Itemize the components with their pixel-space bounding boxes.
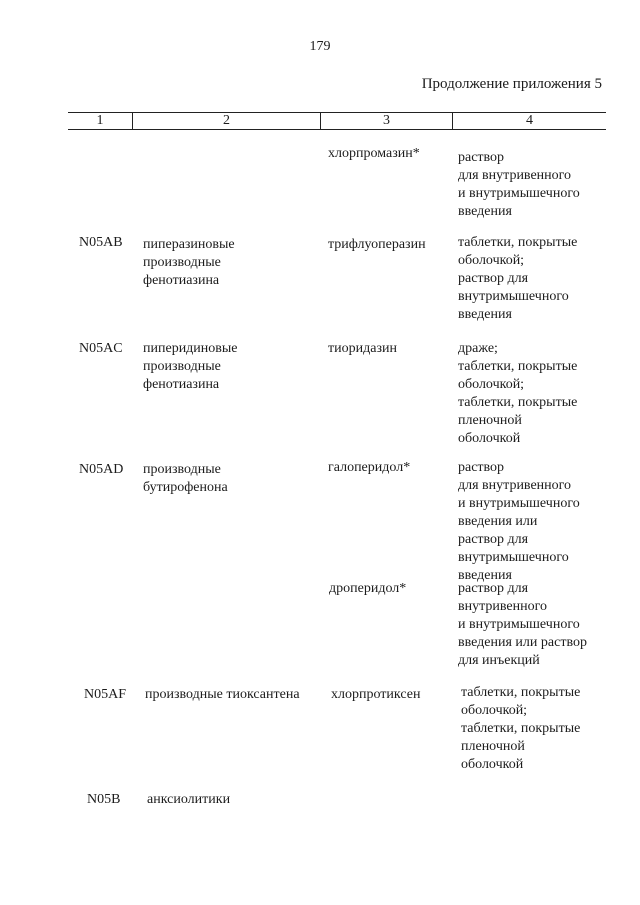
dosage-form: раствор для внутривенного и внутримышечного введения bbox=[458, 150, 580, 219]
atc-code: N05B bbox=[87, 792, 121, 807]
atc-code: N05AC bbox=[79, 341, 123, 356]
drug-name: галоперидол* bbox=[328, 460, 411, 475]
drug-name: трифлуоперазин bbox=[328, 237, 426, 252]
table-header bbox=[68, 112, 606, 130]
continuation-caption: Продолжение приложения 5 bbox=[421, 76, 602, 92]
atc-code: N05AD bbox=[79, 462, 124, 477]
pharmacological-group: пиперидиновые производные фенотиазина bbox=[143, 341, 238, 392]
drug-name: дроперидол* bbox=[329, 581, 407, 596]
page-number: 179 bbox=[309, 39, 331, 54]
drug-name: хлорпротиксен bbox=[331, 687, 421, 702]
column-header-1: 1 bbox=[96, 113, 104, 128]
dosage-form: таблетки, покрытые оболочкой; раствор для внутримышечного введения bbox=[458, 235, 578, 322]
pharmacological-group: анксиолитики bbox=[147, 792, 231, 807]
pharmacological-group: производные бутирофенона bbox=[143, 462, 228, 495]
dosage-form: раствор для внутривенного и внутримышечного введения или раствор для инъекций bbox=[458, 581, 587, 668]
drug-name: хлорпромазин* bbox=[328, 146, 420, 161]
pharmacological-group: пиперазиновые производные фенотиазина bbox=[143, 237, 235, 288]
drug-name: тиоридазин bbox=[328, 341, 397, 356]
column-header-3: 3 bbox=[383, 113, 390, 128]
atc-code: N05AF bbox=[84, 687, 127, 702]
dosage-form: драже; таблетки, покрытые оболочкой; таблетки, покрытые пленочной оболочкой bbox=[458, 341, 578, 446]
atc-code: N05AB bbox=[79, 235, 123, 250]
dosage-form: раствор для внутривенного и внутримышечного введения или раствор для внутримышечного введения bbox=[458, 460, 580, 583]
column-header-2: 2 bbox=[223, 113, 230, 128]
dosage-form: таблетки, покрытые оболочкой; таблетки, покрытые пленочной оболочкой bbox=[461, 685, 581, 772]
pharmacological-group: производные тиоксантена bbox=[145, 687, 300, 702]
column-header-4: 4 bbox=[526, 113, 533, 128]
